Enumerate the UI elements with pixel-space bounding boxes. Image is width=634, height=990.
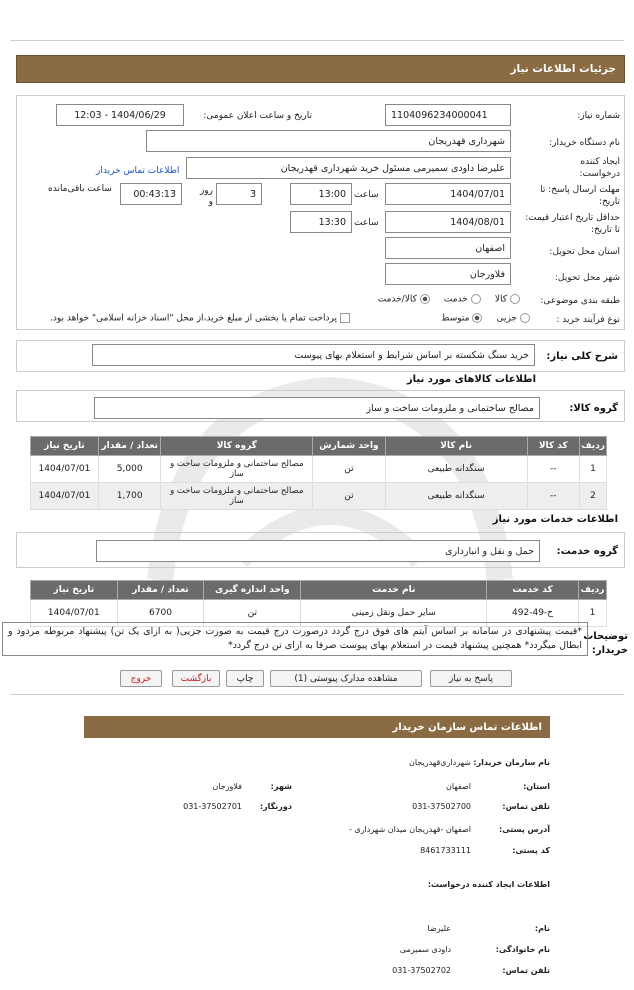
reply-button[interactable]: پاسخ به نیاز (430, 670, 512, 687)
contact-header (84, 716, 550, 738)
remaining-label: ساعت باقی‌مانده (48, 184, 112, 194)
creator-name-label: نام: (534, 924, 550, 933)
cell-row: 2 (580, 483, 607, 510)
process-label: نوع فرآیند خرید : (556, 315, 620, 325)
cell-qty: 5,000 (98, 456, 161, 483)
description-field: خرید سنگ شکسته بر اساس شرایط و استعلام بهای پیوست (92, 344, 535, 366)
need-number-label: شماره نیاز: (577, 111, 620, 121)
cell-unit: تن (313, 483, 386, 510)
payment-note (50, 313, 350, 324)
page-header (16, 55, 625, 83)
page-title: جزئیات اطلاعات نیاز (510, 63, 616, 75)
services-col-qty: تعداد / مقدار (117, 581, 204, 600)
goods-col-group: گروه کالا (161, 437, 313, 456)
need-number-field: 1104096234000041 (385, 104, 511, 126)
radio-goods[interactable]: کالا (495, 294, 520, 305)
cell-qty: 1,700 (98, 483, 161, 510)
services-col-code: کد خدمت (487, 581, 579, 600)
goods-section-title: اطلاعات کالاهای مورد نیاز (406, 374, 536, 385)
payment-checkbox[interactable] (340, 313, 350, 323)
category-radios (330, 294, 520, 305)
radio-minor[interactable]: جزیی (496, 313, 530, 324)
min-validity-label: حداقل تاریخ اعتبار قیمت: تا تاریخ: (525, 213, 620, 235)
contact-org: شهرداری‌قهدریجان (409, 758, 471, 767)
validity-time-field: 13:30 (290, 211, 352, 233)
cell-code: -- (527, 483, 580, 510)
deadline-time-label: ساعت (354, 190, 379, 200)
radio-goods-service-dot[interactable] (420, 294, 430, 304)
table-row (31, 456, 607, 483)
announce-label: تاریخ و ساعت اعلان عمومی: (203, 111, 312, 121)
buyer-org-label: نام دستگاه خریدار: (549, 138, 620, 148)
days-label: روز و (199, 186, 213, 207)
section-divider (10, 694, 624, 695)
services-group-label: گروه خدمت: (556, 546, 618, 557)
contact-postal-label: کد پستی: (512, 846, 550, 855)
cell-code: -- (527, 456, 580, 483)
contact-province-label: استان: (523, 782, 550, 791)
city-field: فلاورجان (385, 263, 511, 285)
cell-name: سایر حمل ونقل زمینی (301, 600, 487, 627)
notes-field: *قیمت پیشنهادی در سامانه بر اساس آیتم های فوق درج گردد درصورت درج قیمت به صورت جزیی( به ازای یک تن) پیشنهاد مربوطه مردود و ابطال میگردد* همچنین پیشنهاد قیمت در استعلام بهای پیوست صرفا به ازای تن درج گردد* (2, 622, 588, 656)
exit-button[interactable]: خروج (120, 670, 162, 687)
radio-medium[interactable]: متوسط (441, 313, 482, 324)
creator-field: علیرضا داودی سمیرمی مسئول خرید شهرداری قهدریجان (186, 157, 511, 179)
announce-field: 1404/06/29 - 12:03 (56, 104, 184, 126)
creator-name: علیرضا (427, 924, 451, 933)
attachments-button[interactable]: مشاهده مدارک پیوستی (1) (270, 670, 422, 687)
cell-row: 1 (580, 456, 607, 483)
contact-city: فلاورجان (212, 782, 242, 791)
validity-time-label: ساعت (354, 218, 379, 228)
top-divider (10, 40, 624, 41)
radio-goods-dot[interactable] (510, 294, 520, 304)
print-button[interactable]: چاپ (226, 670, 264, 687)
notes-label: توضیحات خریدار: (583, 631, 628, 656)
city-label: شهر محل تحویل: (554, 273, 620, 283)
contact-fax: 031-37502701 (183, 802, 242, 811)
creator-phone-label: تلفن تماس: (502, 966, 550, 975)
contact-city-label: شهر: (270, 782, 292, 791)
cell-group: مصالح ساختمانی و ملزومات ساخت و ساز (161, 456, 313, 483)
creator-info-title: اطلاعات ایجاد کننده درخواست: (427, 880, 550, 889)
goods-table (30, 436, 607, 510)
services-col-date: تاریخ نیاز (31, 581, 118, 600)
radio-minor-dot[interactable] (520, 313, 530, 323)
province-field: اصفهان (385, 237, 511, 259)
creator-family: داودی سمیرمی (399, 945, 451, 954)
description-label: شرح کلی نیاز: (546, 351, 618, 362)
contact-fax-label: دورنگار: (259, 802, 292, 811)
cell-code: ح-49-492 (487, 600, 579, 627)
province-label: استان محل تحویل: (549, 247, 620, 257)
cell-unit: تن (313, 456, 386, 483)
days-field: 3 (216, 183, 262, 205)
remaining-time-field: 00:43:13 (120, 183, 182, 205)
validity-date-field: 1404/08/01 (385, 211, 511, 233)
cell-date: 1404/07/01 (31, 600, 118, 627)
goods-table-header (31, 437, 607, 456)
contact-postal: 8461733111 (420, 846, 471, 855)
contact-address-label: آدرس پستی: (499, 825, 550, 834)
creator-family-label: نام خانوادگی: (495, 945, 550, 954)
goods-col-name: نام کالا (385, 437, 527, 456)
contact-phone-label: تلفن تماس: (502, 802, 550, 811)
table-row (31, 483, 607, 510)
buyer-org-field: شهرداری قهدریجان (146, 130, 511, 152)
goods-col-code: کد کالا (527, 437, 580, 456)
contact-buyer-link[interactable]: اطلاعات تماس خریدار (96, 166, 180, 176)
payment-note-text: پرداخت تمام یا بخشی از مبلغ خرید،از محل "اسناد خزانه اسلامی" خواهد بود. (50, 313, 338, 324)
cell-date: 1404/07/01 (31, 456, 99, 483)
goods-col-unit: واحد شمارش (313, 437, 386, 456)
deadline-time-field: 13:00 (290, 183, 352, 205)
services-group-field: حمل و نقل و انبارداری (96, 540, 540, 562)
cell-qty: 6700 (117, 600, 204, 627)
cell-name: سنگدانه طبیعی (385, 456, 527, 483)
radio-service[interactable]: خدمت (444, 294, 481, 305)
back-button[interactable]: بازگشت (172, 670, 220, 687)
radio-goods-service[interactable]: کالا/خدمت (378, 294, 430, 305)
contact-address: اصفهان -قهدریجان میدان شهرداری - (349, 825, 471, 834)
deadline-label: مهلت ارسال پاسخ: تا تاریخ: (540, 185, 620, 207)
services-col-unit: واحد اندازه گیری (204, 581, 301, 600)
category-label: طبقه بندی موضوعی: (540, 296, 620, 306)
process-radios (400, 313, 530, 324)
services-col-name: نام خدمت (301, 581, 487, 600)
goods-col-date: تاریخ نیاز (31, 437, 99, 456)
services-section-title: اطلاعات خدمات مورد نیاز (492, 514, 618, 525)
contact-title: اطلاعات تماس سازمان خریدار (392, 721, 542, 733)
radio-service-dot[interactable] (471, 294, 481, 304)
deadline-date-field: 1404/07/01 (385, 183, 511, 205)
contact-province: اصفهان (445, 782, 471, 791)
goods-col-qty: تعداد / مقدار (98, 437, 161, 456)
goods-col-row: ردیف (580, 437, 607, 456)
services-table-header (31, 581, 607, 600)
cell-group: مصالح ساختمانی و ملزومات ساخت و ساز (161, 483, 313, 510)
contact-phone: 031-37502700 (412, 802, 471, 811)
creator-phone: 031-37502702 (392, 966, 451, 975)
services-table (30, 580, 607, 627)
creator-label: ایجاد کننده درخواست: (579, 157, 620, 179)
cell-unit: تن (204, 600, 301, 627)
radio-medium-dot[interactable] (472, 313, 482, 323)
cell-name: سنگدانه طبیعی (385, 483, 527, 510)
goods-group-label: گروه کالا: (569, 403, 618, 414)
contact-org-label: نام سازمان خریدار: (473, 758, 550, 767)
services-col-row: ردیف (578, 581, 606, 600)
cell-row: 1 (578, 600, 606, 627)
goods-group-field: مصالح ساختمانی و ملزومات ساخت و ساز (94, 397, 540, 419)
cell-date: 1404/07/01 (31, 483, 99, 510)
